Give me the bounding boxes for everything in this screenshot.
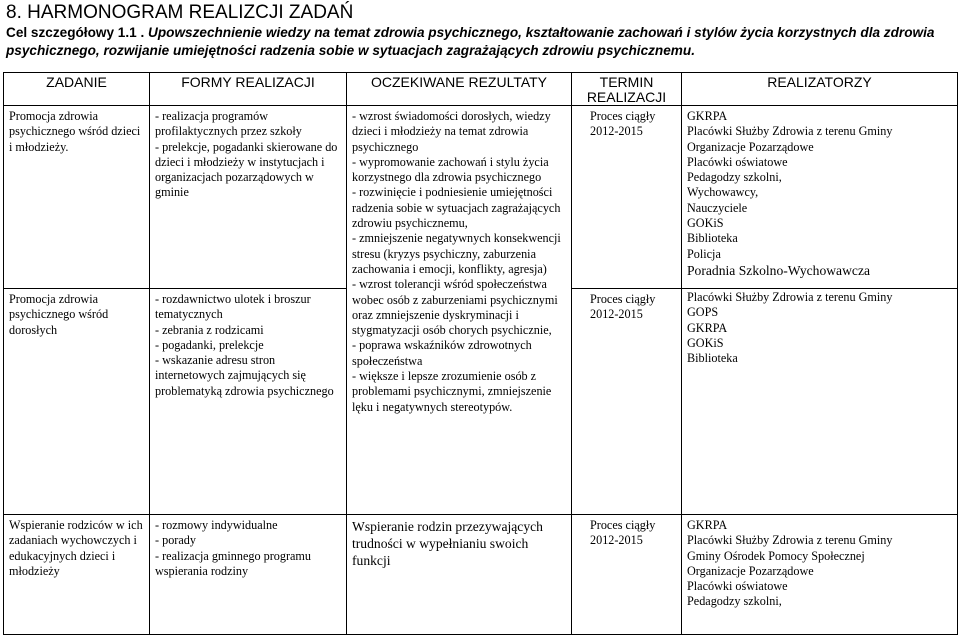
header-executors: REALIZATORZY — [682, 73, 958, 106]
objective-text: Upowszechnienie wiedzy na temat zdrowia psychicznego, kształtowanie zachowań i stylów życia korzystnych dla zdrowia psychicznego, rozwijanie umiejętności radzenia sobie w sytuacjach zagrażających zdrowiu psychicznemu. — [6, 25, 935, 58]
table-row — [4, 106, 958, 289]
task-cell: Promocja zdrowia psychicznego wśród dorosłych — [4, 289, 150, 515]
objective-paragraph — [6, 24, 956, 60]
header-forms: FORMY REALIZACJI — [150, 73, 347, 106]
results-cell: Wspieranie rodzin przezywających trudności w wypełnianiu swoich funkcji — [347, 515, 572, 635]
executors-cell: GKRPA Placówki Służby Zdrowia z terenu Gminy Gminy Ośrodek Pomocy Społecznej Organizacje Pozarządowe Placówki oświatowe Pedagodzy szkolni, — [682, 515, 958, 635]
header-term: TERMIN REALIZACJI — [572, 73, 682, 106]
section-heading: 8. HARMONOGRAM REALIZCJI ZADAŃ — [6, 2, 354, 23]
task-cell: Promocja zdrowia psychicznego wśród dzieci i młodzieży. — [4, 106, 150, 289]
task-cell: Wspieranie rodziców w ich zadaniach wychowczych i edukacyjnych dzieci i młodzieży — [4, 515, 150, 635]
shared-results-cell: - wzrost świadomości dorosłych, wiedzy dzieci i młodzieży na temat zdrowia psychicznego - wypromowanie zachowań i stylu życia korzystnego dla zdrowia psychicznego - rozwinięcie i podniesienie umiejętności radzenia sobie w sytuacjach zagrażających zdrowiu psychicznemu, - zmniejszenie negatywnych konsekwencji stresu (kryzys psychiczny, zaburzenia zachowania i emocji, konflikty, agresja) - wzrost tolerancji wśród społeczeństwa wobec osób z zaburzeniami psychicznymi oraz zmniejszenie dyskryminacji i stygmatyzacji osób chorych psychicznie, - poprawa wskaźników zdrowotnych społeczeństwa - większe i lepsze zrozumienie osób z problemami psychicznymi, zmniejszenie lęku i negatywnych stereotypów. — [347, 106, 572, 515]
forms-cell: - rozmowy indywidualne - porady - realizacja gminnego programu wspierania rodziny — [150, 515, 347, 635]
term-cell: Proces ciągły 2012-2015 — [572, 515, 682, 635]
header-task: ZADANIE — [4, 73, 150, 106]
objective-lead: Cel szczegółowy 1.1 . — [6, 25, 149, 40]
table-row — [4, 515, 958, 635]
executors-cell: GKRPA Placówki Służby Zdrowia z terenu Gminy Organizacje Pozarządowe Placówki oświatowe Pedagodzy szkolni, Wychowawcy, Nauczyciele GOKiS Biblioteka Policja Poradnia Szkolno-Wychowawcza — [682, 106, 958, 289]
executors-cell: Placówki Służby Zdrowia z terenu Gminy GOPS GKRPA GOKiS Biblioteka — [682, 289, 958, 515]
term-cell: Proces ciągły 2012-2015 — [572, 106, 682, 289]
forms-cell: - realizacja programów profilaktycznych przez szkoły - prelekcje, pogadanki skierowane do dzieci i młodzieży w instytucjach i organizacjach pozarządowych w gminie — [150, 106, 347, 289]
table-header-row — [4, 73, 958, 106]
header-results: OCZEKIWANE REZULTATY — [347, 73, 572, 106]
term-cell: Proces ciągły 2012-2015 — [572, 289, 682, 515]
schedule-table — [3, 72, 958, 635]
forms-cell: - rozdawnictwo ulotek i broszur tematycznych - zebrania z rodzicami - pogadanki, prelekcje - wskazanie adresu stron internetowych zajmujących się problematyką zdrowia psychicznego — [150, 289, 347, 515]
executors-extra: Poradnia Szkolno-Wychowawcza — [687, 262, 871, 278]
